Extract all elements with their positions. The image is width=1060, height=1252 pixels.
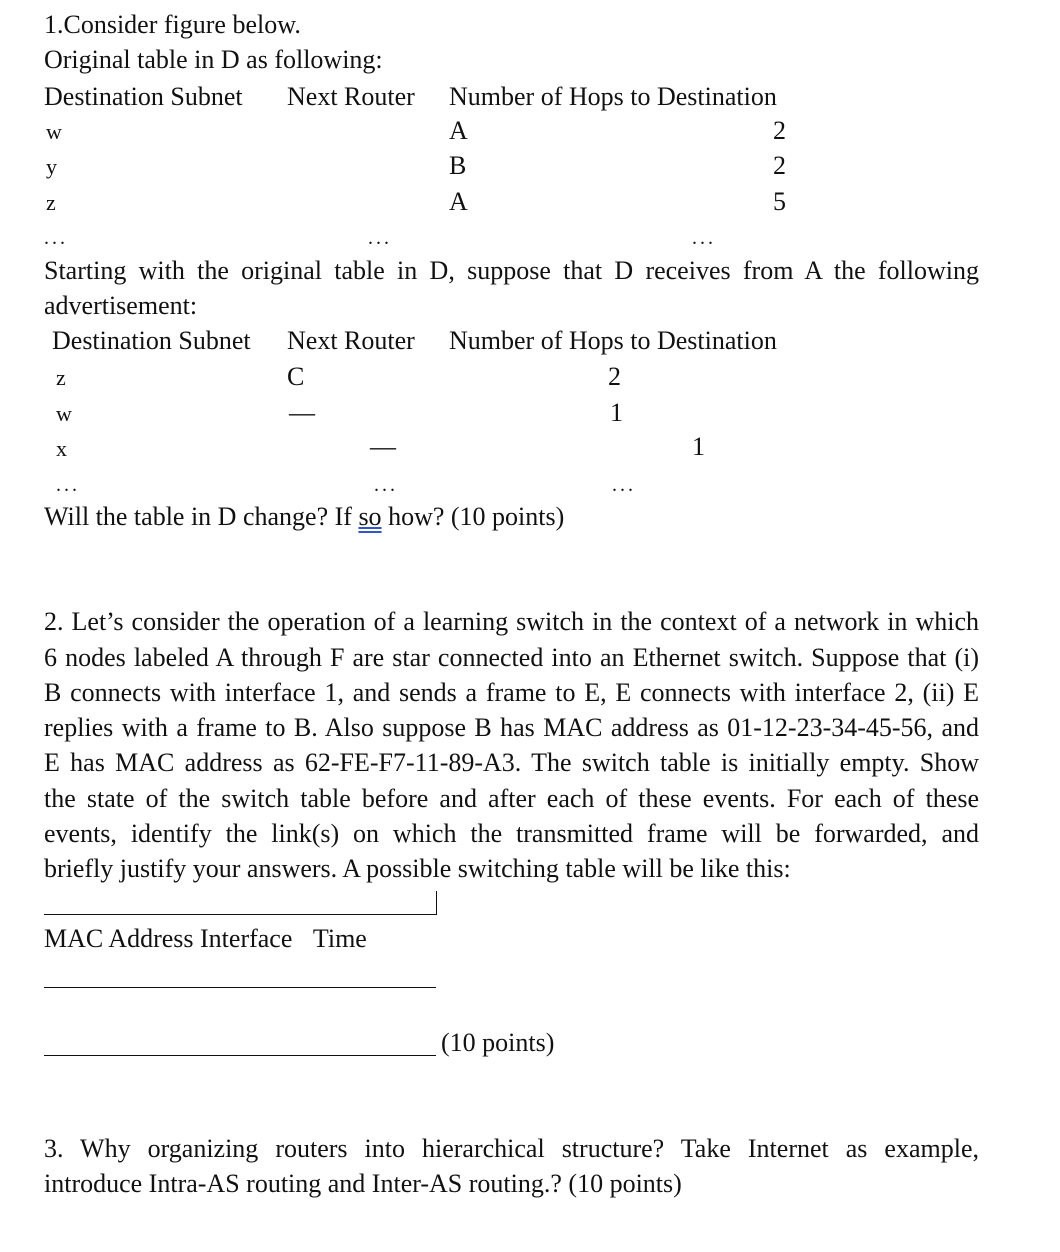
- advert-row-dest: x: [56, 436, 67, 461]
- switch-table-top-tick: [436, 891, 437, 915]
- q2-line: B connects with interface 1, and sends a frame to E, E connects with interface 2, (ii) E: [44, 678, 979, 707]
- original-header-hops: Number of Hops to Destination: [449, 82, 777, 111]
- q1-paragraph-line1: Starting with the original table in D, suppose that D receives from A the following: [44, 256, 979, 285]
- q3-line1: 3. Why organizing routers into hierarchical structure? Take Internet as example,: [44, 1134, 979, 1163]
- q2-points: (10 points): [441, 1028, 555, 1057]
- advert-row-next: —: [289, 398, 315, 427]
- switch-header-interface: Interface: [200, 924, 293, 953]
- original-row-next: A: [449, 187, 468, 216]
- advert-header-destination: Destination Subnet: [52, 326, 251, 355]
- switch-table-top-rule: [44, 914, 436, 915]
- original-ellipsis: ...: [368, 227, 392, 249]
- advert-row-hops: 1: [610, 398, 623, 427]
- original-header-destination: Destination Subnet: [44, 82, 243, 111]
- advert-row-hops: 2: [608, 362, 621, 391]
- q2-line: briefly justify your answers. A possible switching table will be like this:: [44, 854, 791, 883]
- original-row-next: B: [449, 151, 467, 180]
- switch-table-header: [44, 926, 367, 952]
- q2-line: 2. Let’s consider the operation of a learning switch in the context of a network in which: [44, 607, 979, 636]
- advert-header-hops: Number of Hops to Destination: [449, 326, 777, 355]
- original-row-dest: y: [46, 154, 57, 179]
- q2-line: events, identify the link(s) on which the transmitted frame will be forwarded, and: [44, 819, 979, 848]
- original-row-hops: 2: [773, 116, 786, 145]
- original-row-dest: z: [46, 190, 56, 215]
- q1-subtitle: Original table in D as following:: [44, 45, 383, 74]
- switch-header-mac: MAC Address: [44, 924, 194, 953]
- original-header-next-router: Next Router: [287, 82, 415, 111]
- original-row-next: A: [449, 116, 468, 145]
- q1-question-pre: Will the table in D change? If: [44, 502, 359, 531]
- original-ellipsis: ...: [692, 227, 716, 249]
- q2-line: the state of the switch table before and after each of these events. For each of these: [44, 784, 979, 813]
- advert-ellipsis: ...: [612, 474, 636, 496]
- switch-table-bottom-rule: [44, 1055, 436, 1056]
- original-ellipsis: ...: [44, 227, 68, 249]
- advert-ellipsis: ...: [374, 474, 398, 496]
- q1-question-so: so: [358, 502, 382, 531]
- switch-header-time: Time: [312, 924, 367, 953]
- q2-line: E has MAC address as 62-FE-F7-11-89-A3. The switch table is initially empty. Show: [44, 748, 979, 777]
- q1-question: [44, 504, 564, 530]
- original-row-hops: 2: [773, 151, 786, 180]
- advert-row-next: —: [370, 432, 396, 461]
- switch-table-mid-rule: [44, 987, 436, 988]
- q3-line2: introduce Intra-AS routing and Inter-AS routing.? (10 points): [44, 1169, 682, 1198]
- original-row-dest: w: [46, 119, 62, 144]
- q1-paragraph-line2: advertisement:: [44, 291, 198, 320]
- advert-row-dest: z: [56, 365, 66, 390]
- q1-question-post: how? (10 points): [381, 502, 565, 531]
- original-row-hops: 5: [773, 187, 786, 216]
- advert-row-dest: w: [56, 401, 72, 426]
- advert-ellipsis: ...: [56, 474, 80, 496]
- q1-title: 1.Consider figure below.: [44, 10, 301, 39]
- q2-line: replies with a frame to B. Also suppose B has MAC address as 01-12-23-34-45-56, and: [44, 713, 979, 742]
- advert-row-hops: 1: [692, 432, 705, 461]
- advert-header-next-router: Next Router: [287, 326, 415, 355]
- q2-line: 6 nodes labeled A through F are star connected into an Ethernet switch. Suppose that (i): [44, 643, 979, 672]
- advert-row-next: C: [287, 362, 305, 391]
